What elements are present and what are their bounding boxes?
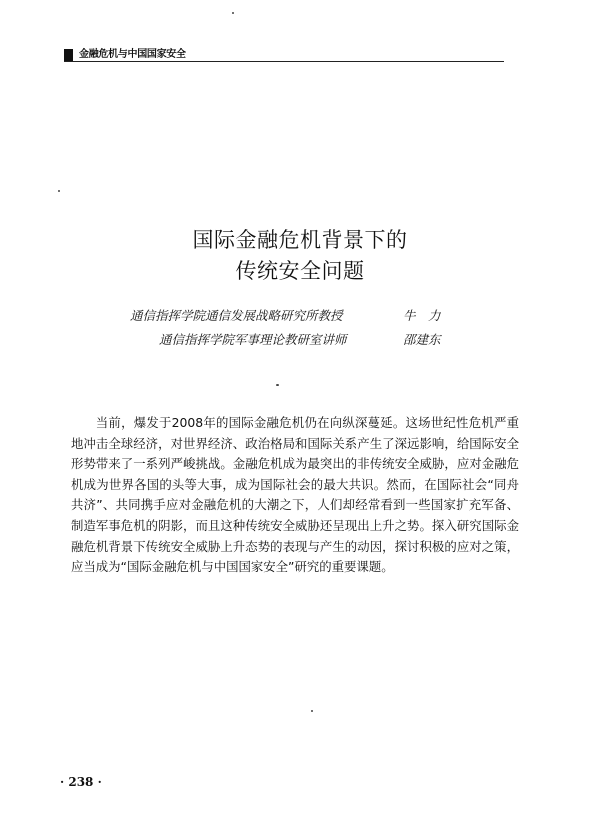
scan-speck xyxy=(276,384,279,386)
author-name: 牛 力 xyxy=(403,308,441,323)
article-title-line-2: 传统安全问题 xyxy=(235,259,365,283)
scan-speck xyxy=(58,190,60,192)
article-paragraph: 当前，爆发于2008年的国际金融危机仍在向纵深蔓延。这场世纪性危机严重地冲击全球经济，对世界经济、政治格局和国际关系产生了深远影响，给国际安全形势带来了一系列严峻挑战。金融危机成为最突出的非传统安全威胁，应对金融危机成为世界各国的头等大事，成为国际社会的最大共识。然而，在国际社会“同舟共济”、共同携手应对金融危机的大潮之下，人们却经常看到一些国家扩充军备、制造军事危机的阴影，而且这种传统安全威胁还呈现出上升之势。探入研究国际金融危机背景下传统安全威胁上升态势的表现与产生的动因，探讨积极的应对之策，应当成为“国际金融危机与中国国家安全”研究的重要课题。 xyxy=(71,415,519,575)
author-line-2 xyxy=(159,332,441,348)
author-name: 邵建东 xyxy=(403,332,441,347)
scan-speck xyxy=(232,12,234,14)
running-header-text: 金融危机与中国国家安全 xyxy=(79,49,186,60)
author-line-1 xyxy=(130,308,441,324)
author-affiliation: 通信指挥学院通信发展战略研究所教授 xyxy=(130,308,343,323)
author-affiliation: 通信指挥学院军事理论教研室讲师 xyxy=(159,332,347,347)
header-rule xyxy=(64,61,504,62)
header-marker-block xyxy=(64,49,73,61)
running-header xyxy=(64,48,504,62)
scan-speck xyxy=(311,710,313,712)
page-number: · 238 · xyxy=(60,775,102,789)
article-title-line-1: 国际金融危机背景下的 xyxy=(192,228,408,252)
